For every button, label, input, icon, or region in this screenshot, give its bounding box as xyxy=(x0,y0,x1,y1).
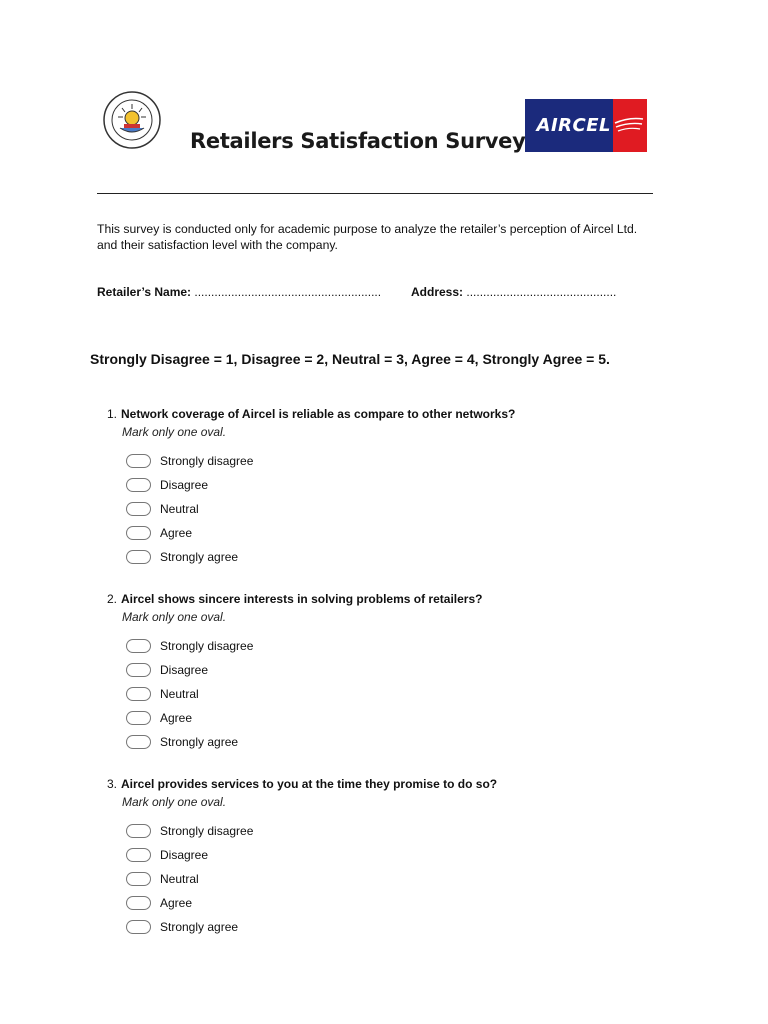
radio-oval[interactable] xyxy=(126,824,151,838)
intro-text: This survey is conducted only for academic purpose to analyze the retailer’s perception of Aircel Ltd. and their satisfaction level with the company. xyxy=(97,222,638,252)
radio-oval[interactable] xyxy=(126,478,151,492)
option-label: Neutral xyxy=(160,687,199,701)
address-field[interactable] xyxy=(411,285,616,299)
radio-oval[interactable] xyxy=(126,711,151,725)
brand-logo-blue-panel xyxy=(525,99,613,152)
option-strongly-disagree[interactable] xyxy=(126,634,667,658)
retailer-fields xyxy=(97,285,657,299)
question-number: 1. xyxy=(107,407,118,421)
option-strongly-disagree[interactable] xyxy=(126,449,667,473)
option-label: Disagree xyxy=(160,848,209,862)
option-neutral[interactable] xyxy=(126,867,667,891)
question-1 xyxy=(107,407,667,569)
university-logo xyxy=(100,88,164,152)
option-label: Strongly agree xyxy=(160,735,239,749)
brand-logo xyxy=(525,99,647,152)
option-label: Disagree xyxy=(160,663,209,677)
retailer-name-label: Retailer’s Name: xyxy=(97,285,192,299)
rating-scale-legend: Strongly Disagree = 1, Disagree = 2, Neutral = 3, Agree = 4, Strongly Agree = 5. xyxy=(90,351,610,367)
option-label: Agree xyxy=(160,711,193,725)
signal-swoosh-icon xyxy=(613,99,647,152)
option-strongly-agree[interactable] xyxy=(126,730,667,754)
option-agree[interactable] xyxy=(126,891,667,915)
question-2 xyxy=(107,592,667,754)
option-strongly-disagree[interactable] xyxy=(126,819,667,843)
brand-logo-red-panel xyxy=(613,99,647,152)
question-3 xyxy=(107,777,667,939)
question-hint: Mark only one oval. xyxy=(122,610,227,624)
option-strongly-agree[interactable] xyxy=(126,545,667,569)
address-label: Address: xyxy=(411,285,464,299)
option-label: Strongly agree xyxy=(160,920,239,934)
university-seal-icon xyxy=(100,88,164,152)
question-text: Network coverage of Aircel is reliable as compare to other networks? xyxy=(121,407,516,421)
option-disagree[interactable] xyxy=(126,658,667,682)
radio-oval[interactable] xyxy=(126,920,151,934)
option-agree[interactable] xyxy=(126,706,667,730)
option-label: Agree xyxy=(160,896,193,910)
radio-oval[interactable] xyxy=(126,663,151,677)
option-label: Agree xyxy=(160,526,193,540)
option-strongly-agree[interactable] xyxy=(126,915,667,939)
option-label: Strongly agree xyxy=(160,550,239,564)
radio-oval[interactable] xyxy=(126,454,151,468)
option-neutral[interactable] xyxy=(126,682,667,706)
radio-oval[interactable] xyxy=(126,526,151,540)
question-title xyxy=(107,407,667,421)
option-disagree[interactable] xyxy=(126,473,667,497)
radio-oval[interactable] xyxy=(126,872,151,886)
radio-oval[interactable] xyxy=(126,687,151,701)
option-label: Neutral xyxy=(160,502,199,516)
question-text: Aircel provides services to you at the time they promise to do so? xyxy=(121,777,498,791)
option-neutral[interactable] xyxy=(126,497,667,521)
option-agree[interactable] xyxy=(126,521,667,545)
question-title xyxy=(107,777,667,791)
options-list xyxy=(107,634,667,754)
radio-oval[interactable] xyxy=(126,502,151,516)
question-hint: Mark only one oval. xyxy=(122,425,227,439)
radio-oval[interactable] xyxy=(126,550,151,564)
retailer-name-dots: ........................................................ xyxy=(194,285,382,299)
options-list xyxy=(107,819,667,939)
option-label: Strongly disagree xyxy=(160,454,254,468)
brand-logo-text: AIRCEL xyxy=(536,115,611,136)
page-title: Retailers Satisfaction Survey xyxy=(190,129,526,153)
question-hint: Mark only one oval. xyxy=(122,795,227,809)
question-number: 3. xyxy=(107,777,118,791)
options-list xyxy=(107,449,667,569)
option-label: Strongly disagree xyxy=(160,639,254,653)
address-dots: ............................................. xyxy=(466,285,617,299)
radio-oval[interactable] xyxy=(126,848,151,862)
radio-oval[interactable] xyxy=(126,735,151,749)
question-text: Aircel shows sincere interests in solving problems of retailers? xyxy=(121,592,483,606)
option-label: Disagree xyxy=(160,478,209,492)
radio-oval[interactable] xyxy=(126,896,151,910)
option-disagree[interactable] xyxy=(126,843,667,867)
header-divider xyxy=(97,193,653,194)
retailer-name-field[interactable] xyxy=(97,285,381,299)
option-label: Strongly disagree xyxy=(160,824,254,838)
question-number: 2. xyxy=(107,592,118,606)
option-label: Neutral xyxy=(160,872,199,886)
radio-oval[interactable] xyxy=(126,639,151,653)
question-title xyxy=(107,592,667,606)
